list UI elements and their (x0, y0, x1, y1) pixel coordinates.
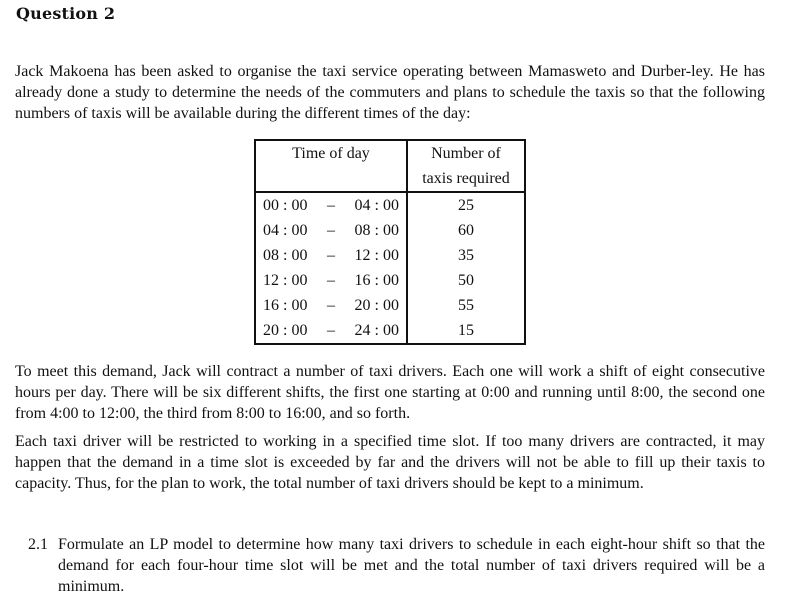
table-row (255, 293, 525, 318)
restriction-paragraph: Each taxi driver will be restricted to working in a specified time slot. If too many drivers are contracted, it may happen that the demand in a time slot is exceeded by far and the drivers will not be able to fill up their taxis to capacity. Thus, for the plan to work, the total number of taxi drivers should be kept to a minimum. (15, 433, 765, 492)
table-row (255, 192, 525, 218)
header-time-of-day: Time of day (255, 140, 407, 192)
slot-start: 12 : 00 (263, 272, 308, 289)
slot-dash: – (327, 297, 335, 314)
slot-dash: – (327, 222, 335, 239)
time-slot-cell (255, 243, 407, 268)
slot-start: 16 : 00 (263, 297, 308, 314)
taxis-required-cell: 35 (458, 247, 474, 264)
taxis-required-cell: 55 (458, 297, 474, 314)
time-slot-cell (255, 268, 407, 293)
time-slot-cell (255, 218, 407, 243)
slot-end: 20 : 00 (354, 297, 399, 314)
slot-end: 24 : 00 (354, 322, 399, 339)
slot-dash: – (327, 272, 335, 289)
slot-start: 04 : 00 (263, 222, 308, 239)
intro-paragraph: Jack Makoena has been asked to organise the taxi service operating between Mamasweto and Durber-ley. He has already done a study to determine the needs of the commuters and plans to schedule the taxis so that the following numbers of taxis will be available during the different times of the day: (15, 63, 765, 122)
header-count-line2: taxis required (422, 170, 510, 187)
slot-end: 08 : 00 (354, 222, 399, 239)
slot-start: 00 : 00 (263, 197, 308, 214)
table-row (255, 243, 525, 268)
time-slot-cell (255, 192, 407, 218)
slot-end: 16 : 00 (354, 272, 399, 289)
slot-dash: – (327, 247, 335, 264)
question-heading: Question 2 (16, 4, 116, 23)
time-slot-cell (255, 318, 407, 344)
shift-paragraph: To meet this demand, Jack will contract a number of taxi drivers. Each one will work a shift of eight consecutive hours per day. There will be six different shifts, the first one starting at 0:00 and running until 8:00, the second one from 4:00 to 12:00, the third from 8:00 to 16:00, and so forth. (15, 363, 765, 422)
taxis-required-cell: 15 (458, 322, 474, 339)
slot-end: 04 : 00 (354, 197, 399, 214)
time-slot-cell (255, 293, 407, 318)
table-row (255, 268, 525, 293)
header-taxis-required (407, 140, 525, 192)
slot-dash: – (327, 322, 335, 339)
taxi-requirements-table (254, 139, 526, 345)
taxis-required-cell: 25 (458, 197, 474, 214)
taxis-required-cell: 60 (458, 222, 474, 239)
question-text: Formulate an LP model to determine how many taxi drivers to schedule in each eight-hour shift so that the demand for each four-hour time slot will be met and the total number of taxi drivers required will be a minimum. (58, 536, 765, 595)
slot-end: 12 : 00 (354, 247, 399, 264)
slot-dash: – (327, 197, 335, 214)
slot-start: 08 : 00 (263, 247, 308, 264)
question-number: 2.1 (28, 536, 48, 553)
question-item-2-1 (28, 534, 765, 597)
table-row (255, 218, 525, 243)
table-row (255, 318, 525, 344)
slot-start: 20 : 00 (263, 322, 308, 339)
header-count-line1: Number of (431, 145, 501, 162)
taxis-required-cell: 50 (458, 272, 474, 289)
